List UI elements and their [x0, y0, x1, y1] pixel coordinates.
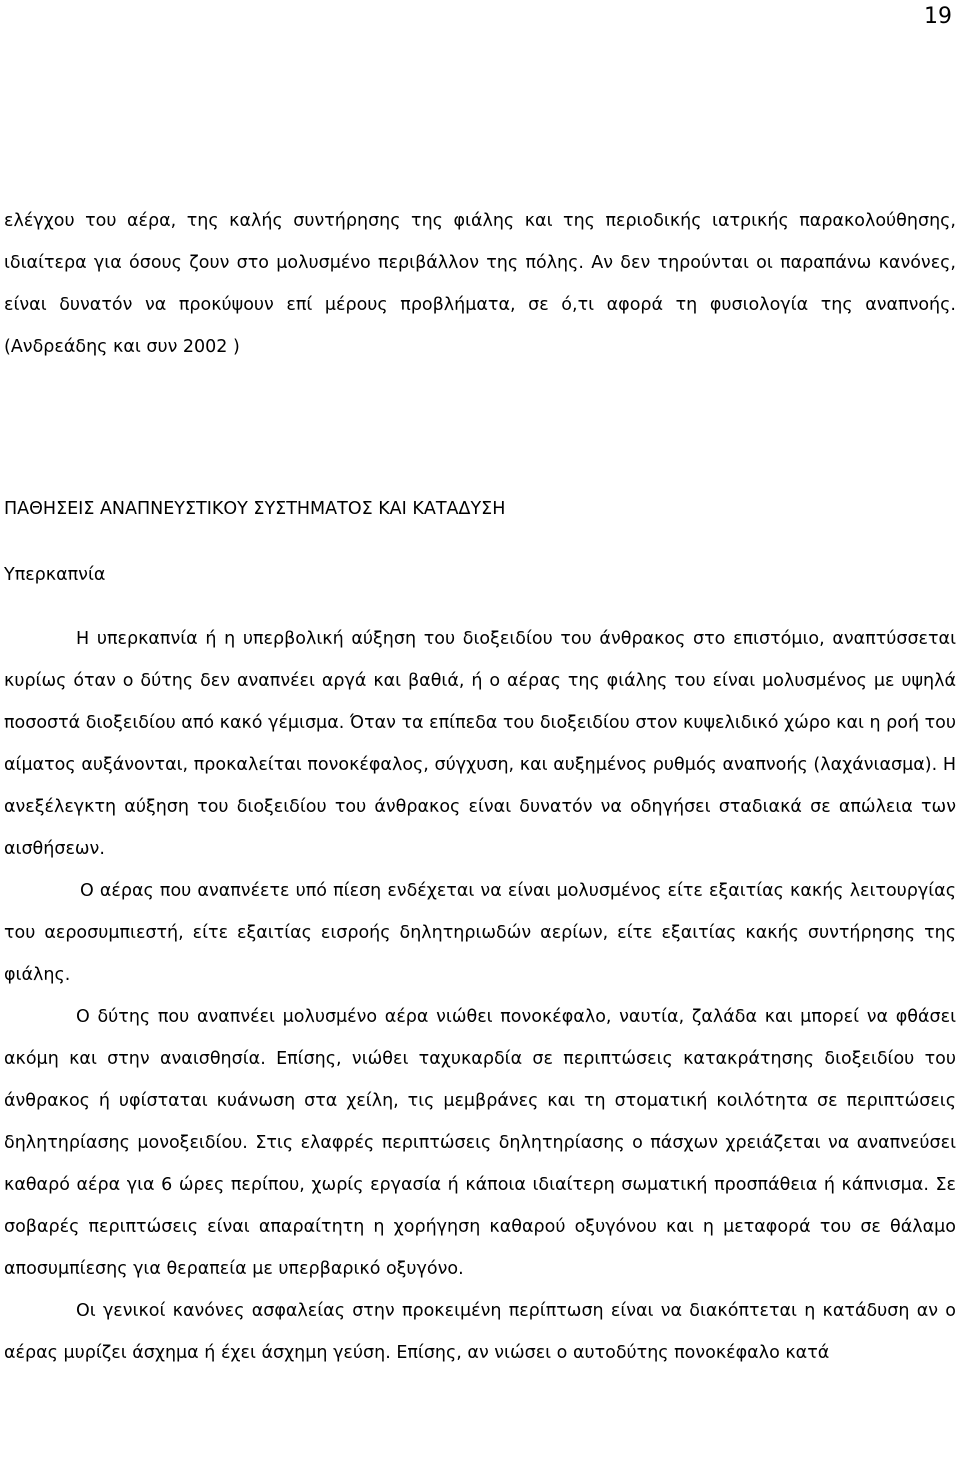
- section-subheading: Υπερκαπνία: [4, 565, 106, 585]
- spacer: [4, 368, 956, 488]
- body-paragraph: Οι γενικοί κανόνες ασφαλείας στην προκειμένη περίπτωση είναι να διακόπτεται η κατάδυση αν ο αέρας μυρίζει άσχημα ή έχει άσχημη γεύση. Επίσης, αν νιώσει ο αυτοδύτης πονοκέφαλο κατά: [4, 1301, 956, 1363]
- spacer: [4, 596, 956, 618]
- body-paragraph: Ο αέρας που αναπνέετε υπό πίεση ενδέχεται να είναι μολυσμένος είτε εξαιτίας κακής λειτουργίας του αεροσυμπιεστή, είτε εξαιτίας εισροής δηλητηριωδών αερίων, είτε εξαιτίας κακής συντήρησης της φιάλης.: [4, 881, 956, 985]
- body-paragraph: Η υπερκαπνία ή η υπερβολική αύξηση του διοξειδίου του άνθρακος στο επιστόμιο, αναπτύσσεται κυρίως όταν ο δύτης δεν αναπνέει αργά και βαθιά, ή ο αέρας της φιάλης του είναι μολυσμένος με υψηλά ποσοστά διοξειδίου από κακό γέμισμα. Όταν τα επίπεδα του διοξειδίου στον κυψελιδικό χώρο και η ροή του αίματος αυξάνονται, προκαλείται πονοκέφαλος, σύγχυση, και αυξημένος ρυθμός αναπνοής (λαχάνιασμα). Η ανεξέλεγκτη αύξηση του διοξειδίου του άνθρακος είναι δυνατόν να οδηγήσει σταδιακά σε απώλεια των αισθήσεων.: [4, 629, 956, 859]
- intro-paragraph: ελέγχου του αέρα, της καλής συντήρησης της φιάλης και της περιοδικής ιατρικής παρακολούθησης, ιδιαίτερα για όσους ζουν στο μολυσμένο περιβάλλον της πόλης. Αν δεν τηρούνται οι παραπάνω κανόνες, είναι δυνατόν να προκύψουν επί μέρους προβλήματα, σε ό,τι αφορά τη φυσιολογία της αναπνοής. (Ανδρεάδης και συν 2002 ): [4, 211, 956, 357]
- section-heading: ΠΑΘΗΣΕΙΣ ΑΝΑΠΝΕΥΣΤΙΚΟΥ ΣΥΣΤΗΜΑΤΟΣ ΚΑΙ ΚΑΤΑΔΥΣΗ: [4, 499, 506, 519]
- spacer: [4, 530, 956, 554]
- page-number: 19: [924, 4, 952, 29]
- body-paragraph: Ο δύτης που αναπνέει μολυσμένο αέρα νιώθει πονοκέφαλο, ναυτία, ζαλάδα και μπορεί να φθάσει ακόμη και στην αναισθησία. Επίσης, νιώθει ταχυκαρδία σε περιπτώσεις κατακράτησης διοξειδίου του άνθρακος ή υφίσταται κυάνωση στα χείλη, τις μεμβράνες και τη στοματική κοιλότητα σε περιπτώσεις δηλητηρίασης μονοξειδίου. Στις ελαφρές περιπτώσεις δηλητηρίασης ο πάσχων χρειάζεται να αναπνεύσει καθαρό αέρα για 6 ώρες περίπου, χωρίς εργασία ή κάποια ιδιαίτερη σωματική προσπάθεια ή κάπνισμα. Σε σοβαρές περιπτώσεις είναι απαραίτητη η χορήγηση καθαρού οξυγόνου και η μεταφορά του σε θάλαμο αποσυμπίεσης για θεραπεία με υπερβαρικό οξυγόνο.: [4, 1007, 956, 1279]
- page-content: [4, 200, 956, 1374]
